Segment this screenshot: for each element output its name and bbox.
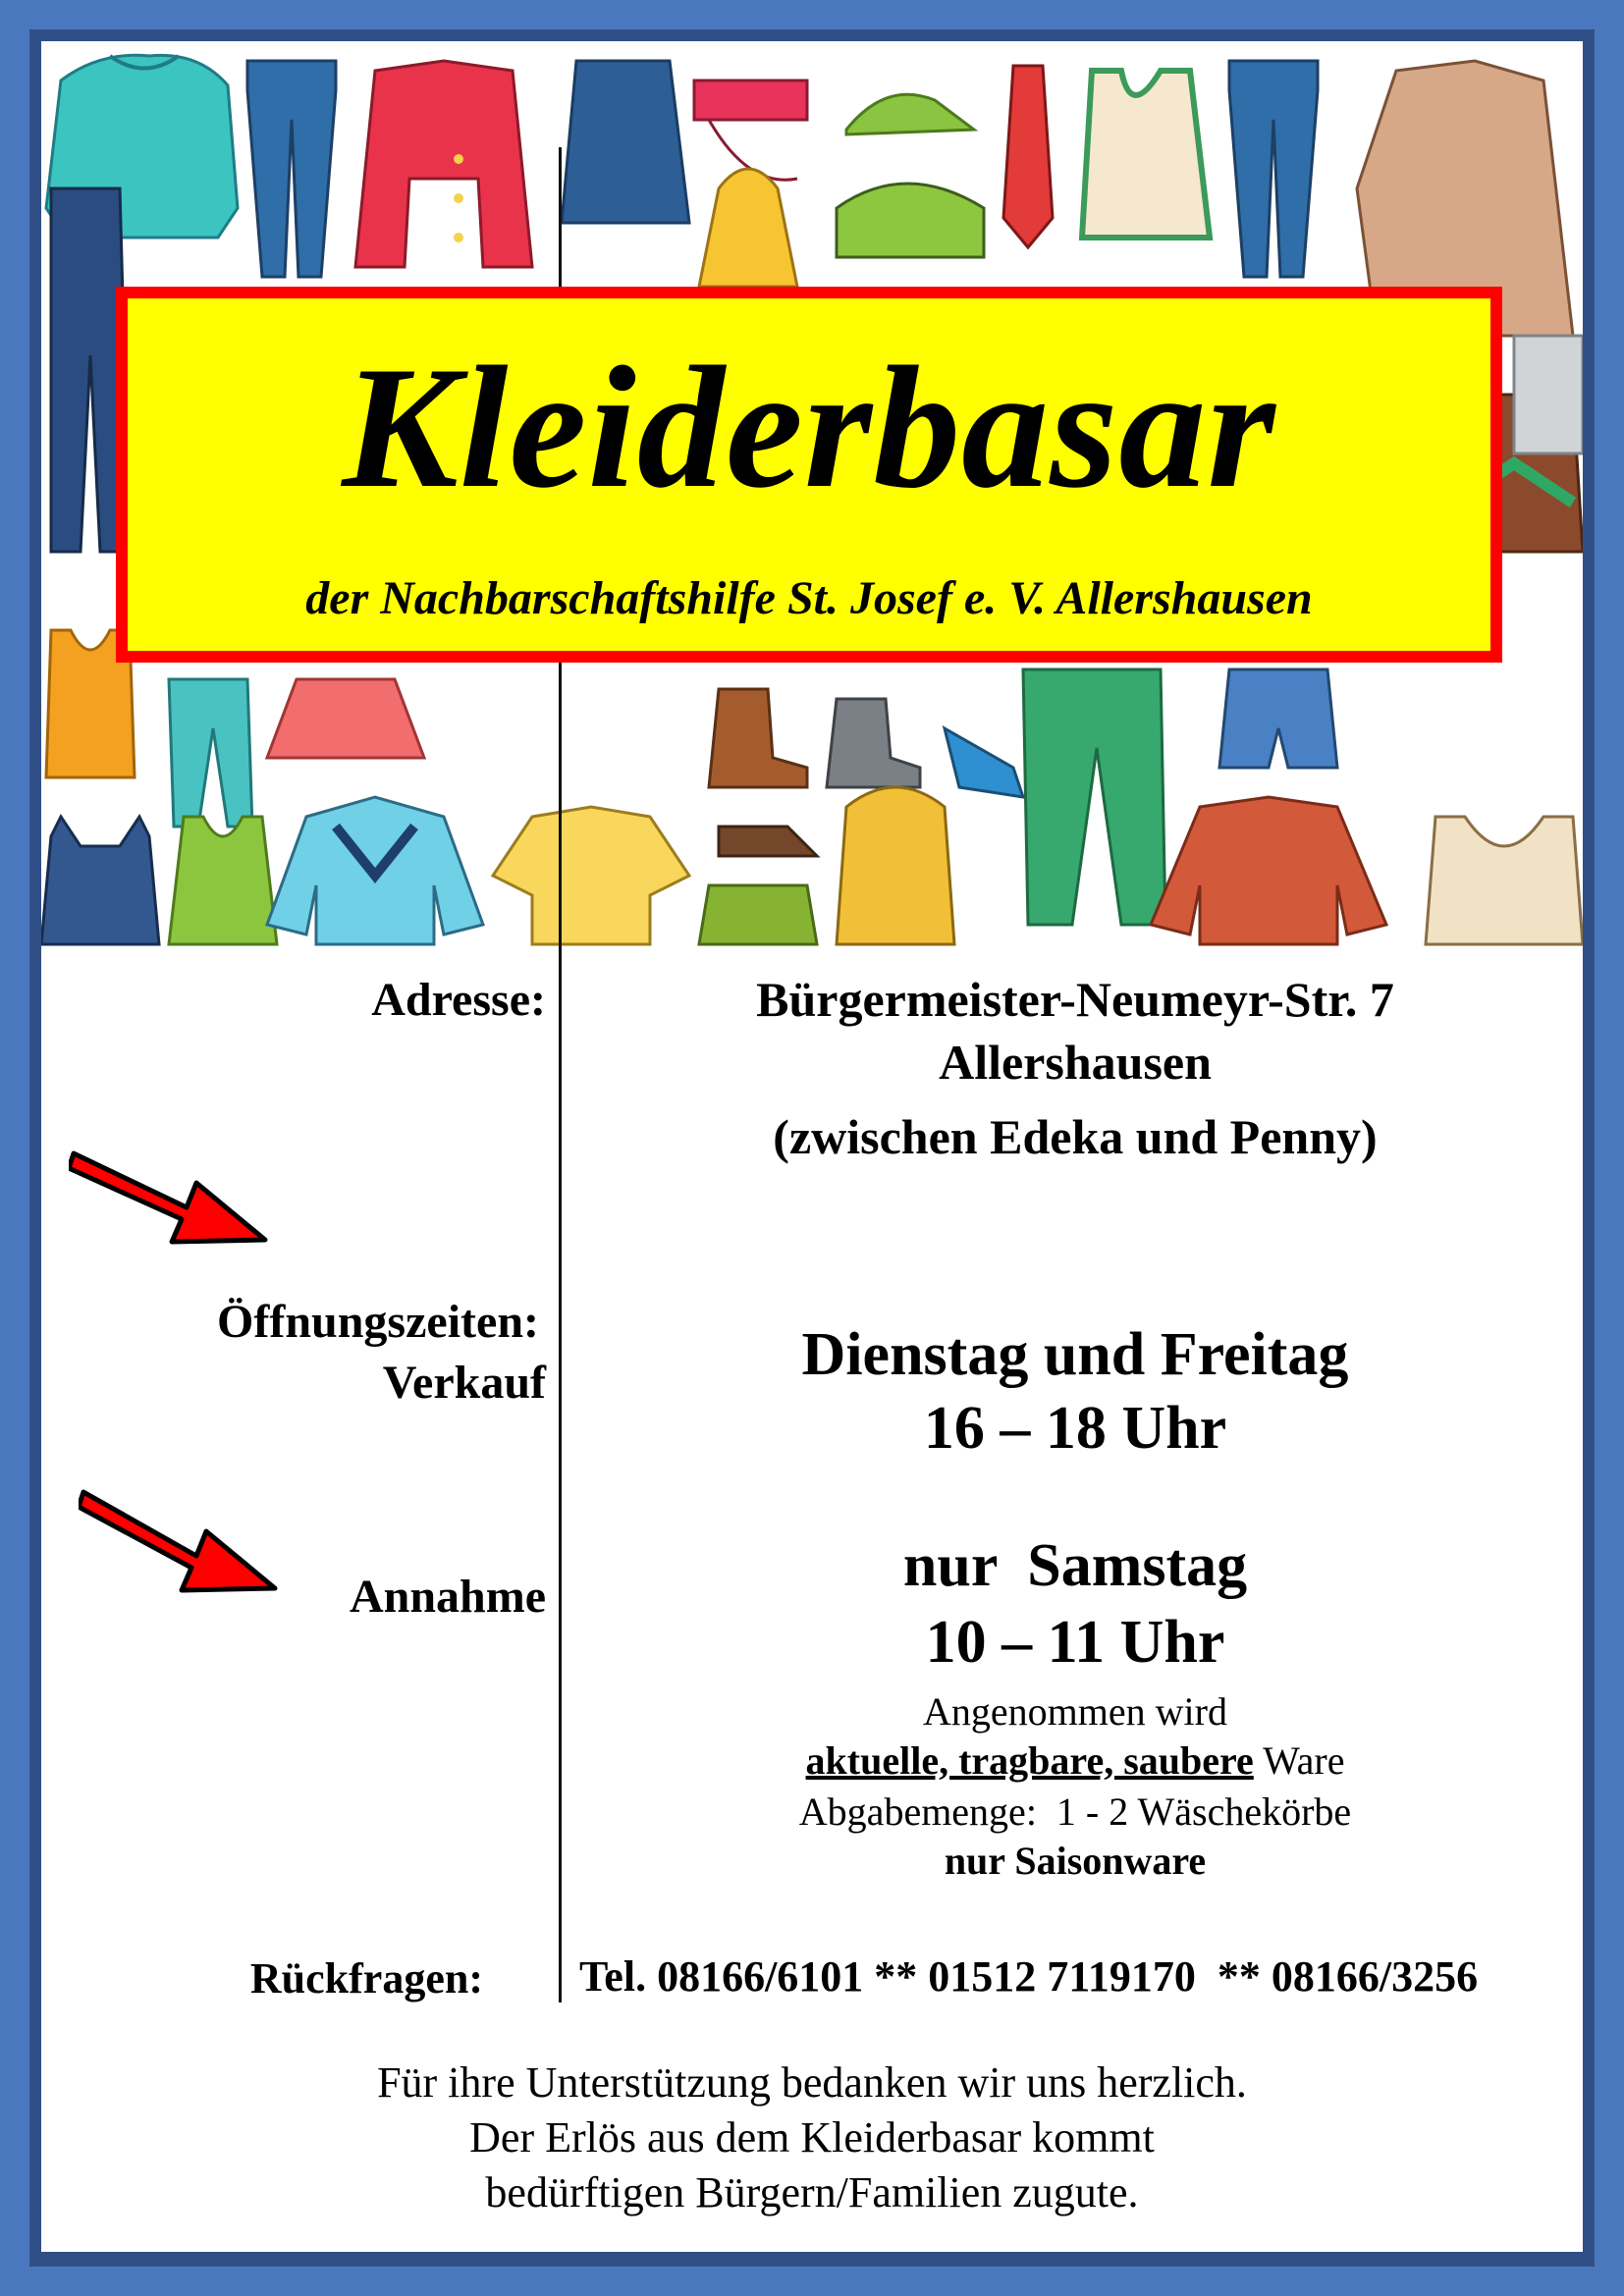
handbag-pink-icon (694, 80, 807, 180)
vest-beige-icon (1426, 817, 1583, 944)
blouse-yellow-icon (493, 807, 689, 944)
title-box (116, 287, 1502, 663)
jeans-2-icon (1229, 61, 1318, 277)
page-subtitle: der Nachbarschaftshilfe St. Josef e. V. Allershausen (305, 572, 1313, 624)
address-label: Adresse: (371, 974, 546, 1026)
top-yellow-icon (699, 169, 797, 287)
boot-grey-icon (827, 699, 920, 787)
shirt-grey-icon (1514, 336, 1583, 454)
skirt-denim-icon (562, 61, 689, 223)
tank-green-icon (169, 817, 277, 944)
cap-green-icon (846, 94, 974, 134)
sweater-lightblue-icon (267, 797, 483, 944)
shoe-brown-icon (719, 827, 817, 856)
boot-brown-icon (709, 689, 807, 787)
intake-info-line3: Abgabemenge: 1 - 2 Wäschekörbe (798, 1789, 1352, 1834)
shorts-denim-icon (1219, 669, 1337, 768)
sale-days: Dienstag und Freitag (801, 1321, 1349, 1388)
bag-green-icon (837, 184, 984, 257)
intake-info-emphasis: aktuelle, tragbare, saubere (805, 1738, 1254, 1783)
intake-info-line1: Angenommen wird (923, 1689, 1227, 1734)
heel-blue-icon (945, 728, 1023, 797)
intake-days: nur Samstag (902, 1532, 1248, 1599)
arrow-icon (69, 1114, 275, 1252)
intake-label: Annahme (349, 1571, 546, 1623)
skirt-coral-icon (267, 679, 424, 758)
jeans-icon (247, 61, 336, 277)
footer-line3: bedürftigen Bürgern/Familien zugute. (485, 2168, 1139, 2216)
footer-line2: Der Erlös aus dem Kleiderbasar kommt (469, 2113, 1155, 2162)
backpack-yellow-icon (837, 787, 954, 944)
sale-label: Verkauf (382, 1357, 546, 1409)
tank-top-icon (1082, 71, 1210, 238)
address-town: Allershausen (939, 1035, 1212, 1090)
pants-teal-icon (169, 679, 252, 827)
intake-info-line2 (569, 1737, 1581, 1785)
contact-phones: Tel. 08166/6101 ** 01512 7119170 ** 08166/3256 (579, 1952, 1479, 2001)
tie-red-icon (1003, 66, 1053, 247)
pants-green-icon (1023, 669, 1165, 925)
sweater-rust-icon (1151, 797, 1386, 944)
blazer-red-icon (355, 61, 532, 267)
address-street: Bürgermeister-Neumeyr-Str. 7 (756, 972, 1394, 1027)
intake-time: 10 – 11 Uhr (925, 1609, 1225, 1676)
intake-info-line4: nur Saisonware (944, 1839, 1207, 1883)
address-note: (zwischen Edeka und Penny) (773, 1109, 1378, 1164)
intake-info-line2-rest: Ware (1253, 1738, 1345, 1783)
footer-line1: Für ihre Unterstützung bedanken wir uns herzlich. (377, 2058, 1247, 2107)
opening-label: Öffnungszeiten: (217, 1296, 539, 1348)
page-title: Kleiderbasar (342, 330, 1276, 524)
contact-label: Rückfragen: (249, 1954, 483, 2002)
arrow-icon (79, 1463, 285, 1600)
camisole-denim-icon (41, 817, 159, 944)
sale-time: 16 – 18 Uhr (923, 1395, 1227, 1462)
shorts-green-icon (699, 885, 817, 944)
